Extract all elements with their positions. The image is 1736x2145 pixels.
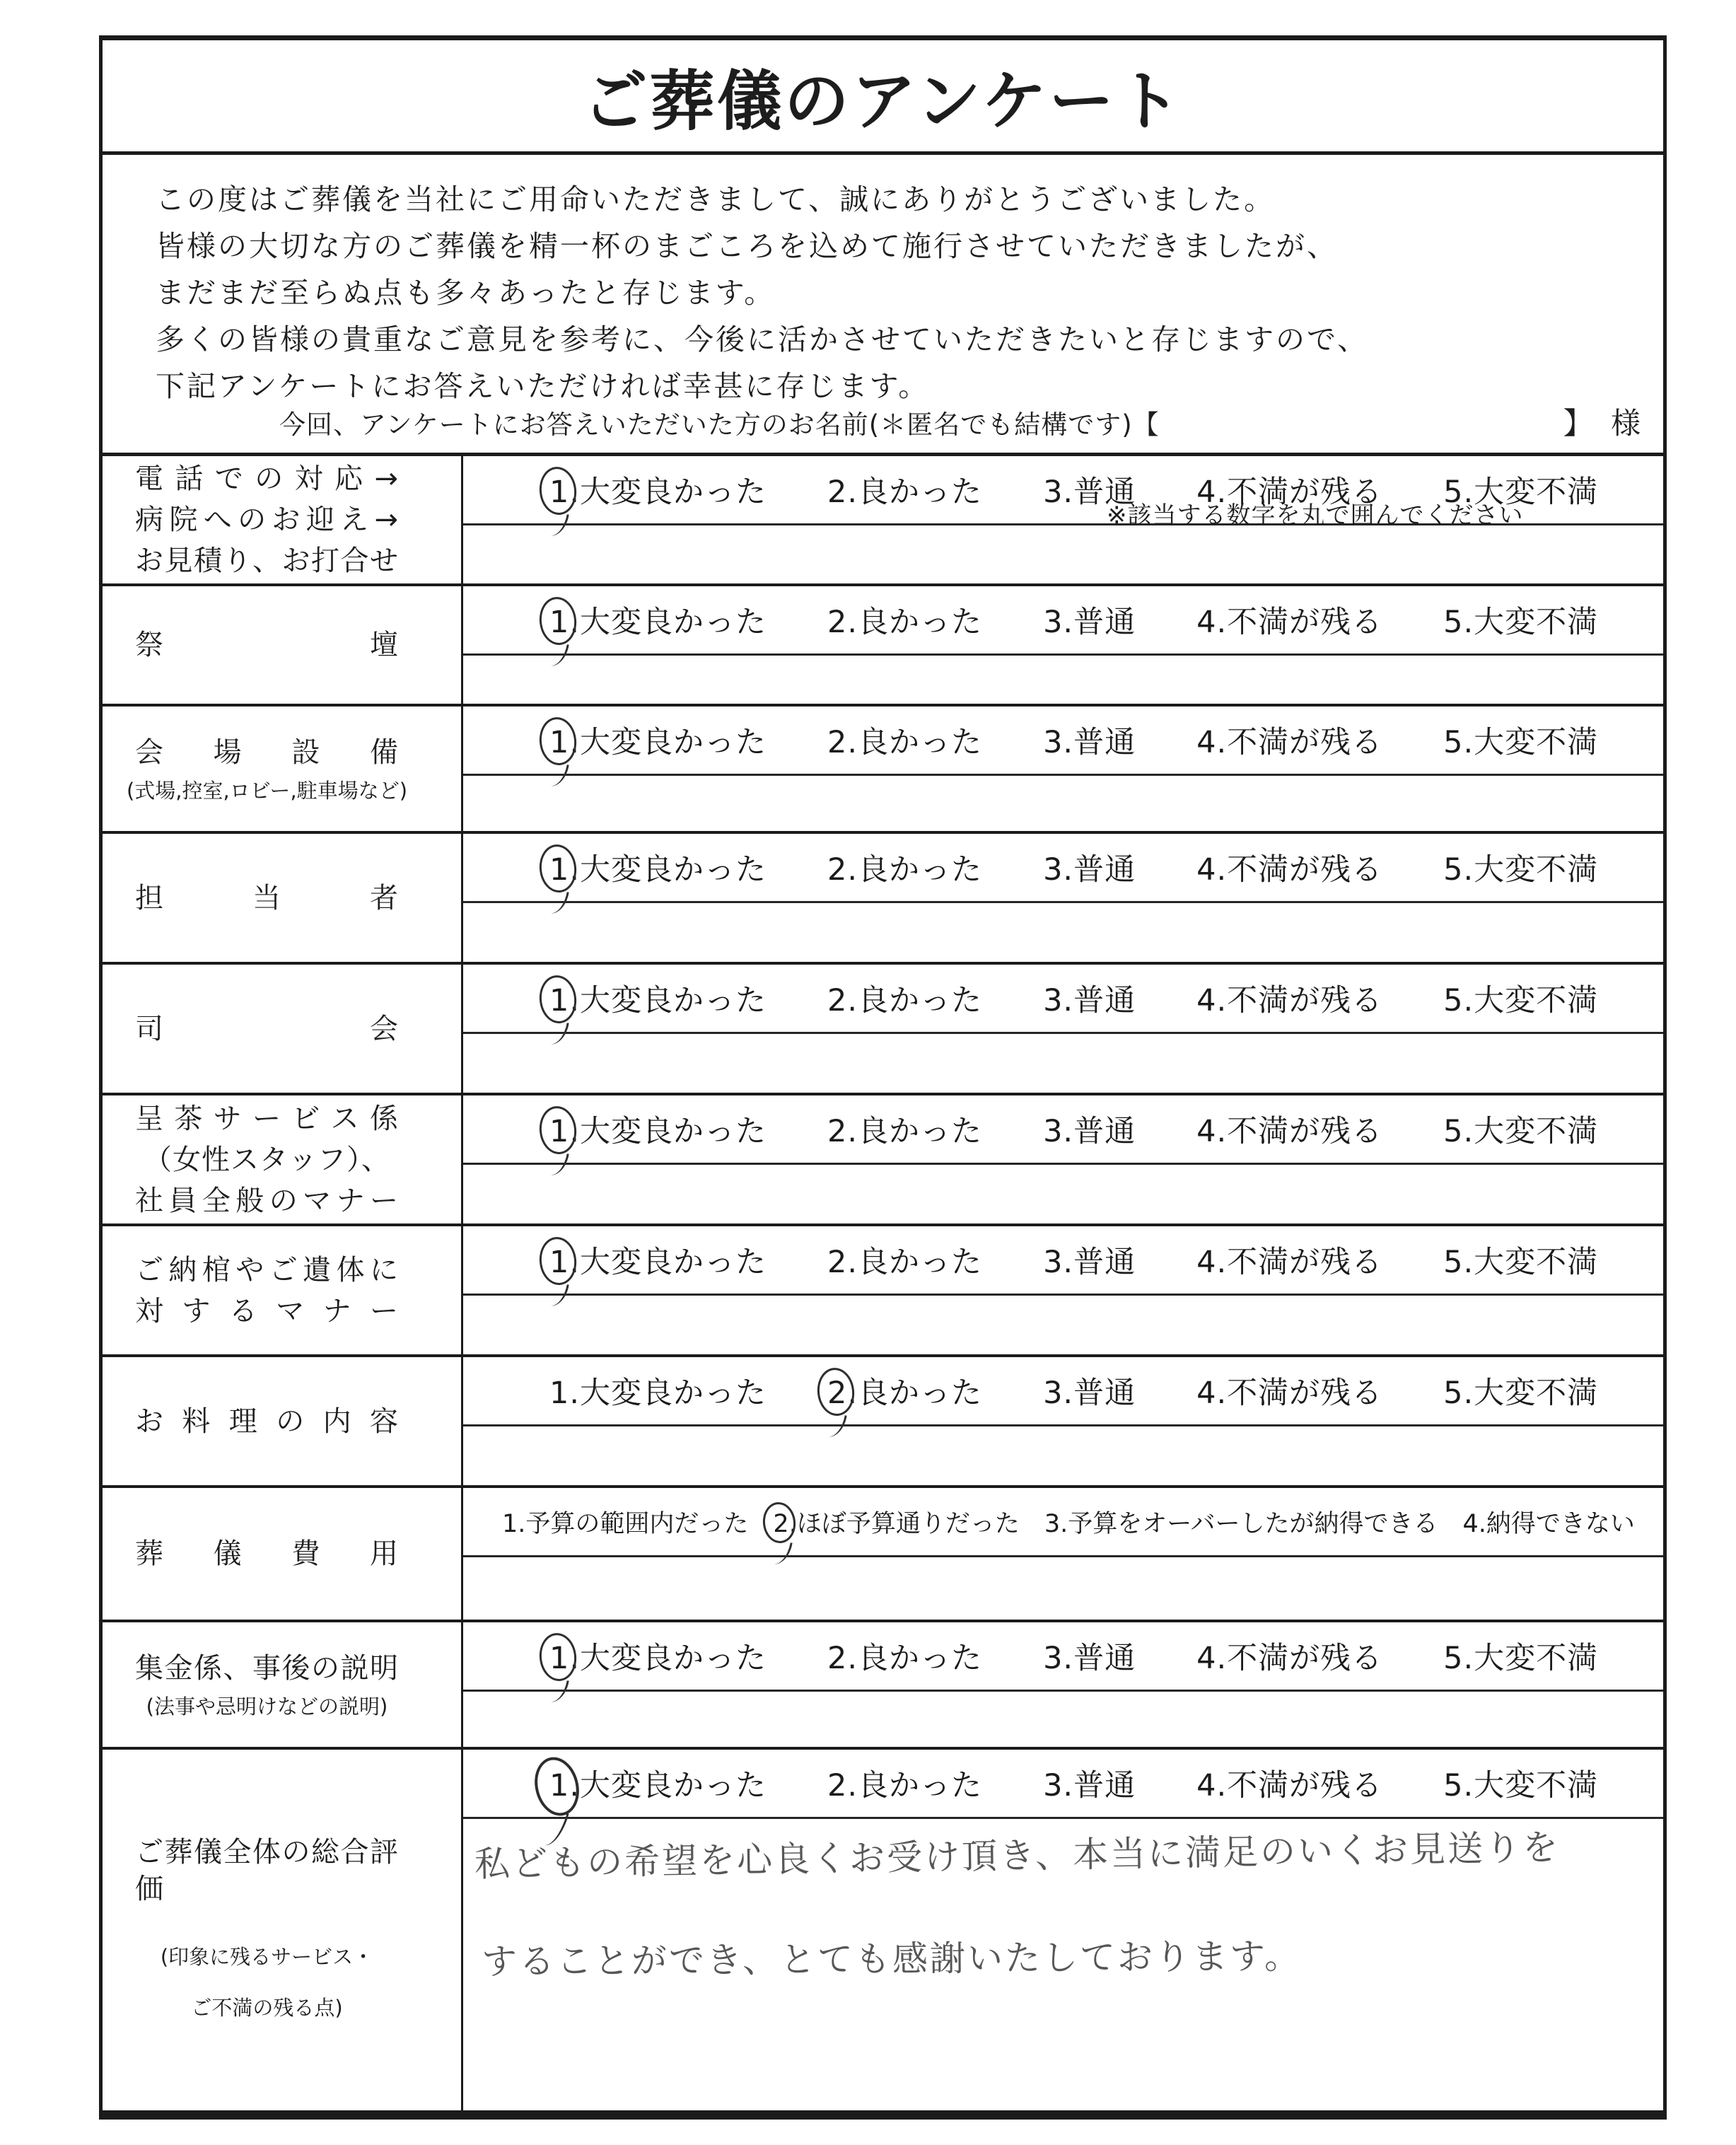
option-number: 3 bbox=[1043, 1376, 1064, 1411]
option-label: .大変不満 bbox=[1463, 1245, 1599, 1280]
survey-row-collection-explanation bbox=[103, 1620, 1663, 1747]
option-label: .予算をオーバーしたが納得できる bbox=[1060, 1509, 1438, 1538]
option-label: .不満が残る bbox=[1216, 1641, 1383, 1676]
comment-area[interactable] bbox=[463, 656, 1663, 704]
rating-option-4[interactable] bbox=[1196, 719, 1382, 762]
rating-option-5[interactable] bbox=[1443, 598, 1598, 641]
survey-row-overall-evaluation bbox=[103, 1747, 1663, 2110]
row-label-line: 対するマナー bbox=[135, 1294, 399, 1327]
option-number: 3 bbox=[1043, 605, 1064, 640]
rating-option-5[interactable] bbox=[1443, 1762, 1598, 1805]
survey-row-venue-facilities bbox=[103, 704, 1663, 831]
option-label: .良かった bbox=[847, 1114, 983, 1149]
name-line-suffix: 】 様 bbox=[1563, 406, 1645, 441]
rating-option-5[interactable] bbox=[1443, 846, 1598, 889]
rating-option-4[interactable] bbox=[1463, 1504, 1635, 1540]
row-label-cell bbox=[103, 1750, 463, 2110]
rating-option-2[interactable] bbox=[827, 719, 982, 762]
rating-option-4[interactable] bbox=[1196, 1634, 1382, 1678]
row-label-line: ご葬儀全体の総合評価 bbox=[135, 1836, 399, 1905]
option-number: 2 bbox=[827, 1114, 848, 1149]
row-label-line: (式場,控室,ロビー,駐車場など) bbox=[126, 779, 408, 803]
options-line bbox=[463, 965, 1663, 1034]
option-number: 4 bbox=[1196, 983, 1217, 1018]
intro-line: 皆様の大切な方のご葬儀を精一杯のまごころを込めて施行させていただきましたが、 bbox=[156, 229, 1338, 263]
option-label: .大変不満 bbox=[1463, 1114, 1599, 1149]
option-number: 3 bbox=[1043, 475, 1064, 510]
row-content-cell bbox=[463, 834, 1663, 962]
row-content-cell bbox=[463, 1095, 1663, 1223]
rating-option-3[interactable] bbox=[1043, 977, 1136, 1020]
rating-option-3[interactable] bbox=[1044, 1504, 1438, 1540]
row-content-cell bbox=[463, 1488, 1663, 1620]
survey-form bbox=[99, 35, 1667, 2120]
option-label: .普通 bbox=[1063, 1114, 1136, 1149]
option-label: .大変良かった bbox=[569, 1768, 767, 1803]
option-label: .大変不満 bbox=[1463, 1376, 1599, 1411]
options-line bbox=[463, 1750, 1663, 1819]
rating-option-1[interactable] bbox=[549, 846, 767, 889]
option-label: .普通 bbox=[1063, 605, 1136, 640]
option-label: .普通 bbox=[1063, 983, 1136, 1018]
rating-option-4[interactable] bbox=[1196, 1108, 1382, 1151]
option-label: .大変良かった bbox=[569, 605, 767, 640]
comment-area[interactable] bbox=[463, 1692, 1663, 1747]
row-label-line: 病院へのお迎え→ bbox=[135, 504, 399, 536]
row-label-cell bbox=[103, 456, 463, 583]
intro-line: この度はご葬儀を当社にご用命いただきまして、誠にありがとうございました。 bbox=[156, 182, 1276, 216]
option-label: .不満が残る bbox=[1216, 852, 1383, 888]
option-label: .良かった bbox=[847, 1768, 983, 1803]
option-number: 2 bbox=[827, 1641, 848, 1676]
row-label-line: ご納棺やご遺体に bbox=[135, 1253, 399, 1286]
rating-option-4[interactable] bbox=[1196, 846, 1382, 889]
row-label-cell bbox=[103, 1488, 463, 1620]
row-label-line: 電話での対応→ bbox=[135, 463, 399, 495]
intro-line: 下記アンケートにお答えいただければ幸甚に存じます。 bbox=[156, 369, 930, 403]
option-label: .不満が残る bbox=[1216, 983, 1383, 1018]
option-label: .大変良かった bbox=[569, 1641, 767, 1676]
row-label-cell bbox=[103, 1357, 463, 1485]
survey-row-altar bbox=[103, 583, 1663, 704]
option-label: .大変良かった bbox=[569, 983, 767, 1018]
option-label: .普通 bbox=[1063, 475, 1136, 510]
circled-option-number: 1 bbox=[549, 725, 570, 760]
option-label: .大変不満 bbox=[1463, 1768, 1599, 1803]
option-label: .普通 bbox=[1063, 1376, 1136, 1411]
row-label-line: 司会 bbox=[135, 1012, 399, 1045]
handwritten-comment-line: することができ、とても感謝いたしております。 bbox=[481, 1935, 1303, 1983]
rating-option-2[interactable] bbox=[827, 1369, 982, 1412]
options-line bbox=[463, 1226, 1663, 1296]
options-line bbox=[463, 1622, 1663, 1692]
option-number: 1 bbox=[502, 1509, 518, 1538]
option-number: 2 bbox=[827, 852, 848, 888]
option-number: 4 bbox=[1196, 1245, 1217, 1280]
form-title-box bbox=[103, 40, 1663, 155]
circled-option-number: 1 bbox=[549, 605, 570, 640]
option-label: .大変不満 bbox=[1463, 475, 1599, 510]
row-label-cell bbox=[103, 586, 463, 704]
rating-option-5[interactable] bbox=[1443, 1369, 1598, 1412]
option-number: 5 bbox=[1443, 1768, 1464, 1803]
row-label-line: ご不満の残る点) bbox=[191, 1996, 343, 2020]
circled-option-number: 1 bbox=[549, 1768, 570, 1803]
rating-option-1[interactable] bbox=[549, 977, 767, 1020]
handwritten-comment-line: 私どもの希望を心良くお受け頂き、本当に満足のいくお見送りを bbox=[474, 1826, 1561, 1885]
rating-option-2[interactable] bbox=[827, 1634, 982, 1678]
options-line bbox=[463, 834, 1663, 903]
rating-option-3[interactable] bbox=[1043, 846, 1136, 889]
rating-option-1[interactable] bbox=[549, 719, 767, 762]
option-number: 5 bbox=[1443, 1114, 1464, 1149]
rating-option-2[interactable] bbox=[827, 846, 982, 889]
option-label: .大変良かった bbox=[569, 475, 767, 510]
option-number: 4 bbox=[1196, 605, 1217, 640]
option-number: 5 bbox=[1443, 725, 1464, 760]
option-number: 1 bbox=[549, 1376, 570, 1411]
option-label: .大変不満 bbox=[1463, 1641, 1599, 1676]
circled-option-number: 1 bbox=[549, 852, 570, 888]
rating-option-2[interactable] bbox=[827, 1762, 982, 1805]
option-label: .良かった bbox=[847, 1641, 983, 1676]
option-number: 2 bbox=[827, 605, 848, 640]
name-line-prefix: 今回、アンケートにお答えいただいた方のお名前(＊匿名でも結構です)【 bbox=[279, 409, 1160, 440]
option-number: 2 bbox=[827, 1245, 848, 1280]
options-line bbox=[463, 707, 1663, 776]
rating-option-2[interactable] bbox=[827, 468, 982, 511]
option-number: 4 bbox=[1196, 725, 1217, 760]
rating-option-2[interactable] bbox=[827, 598, 982, 641]
option-label: .大変不満 bbox=[1463, 605, 1599, 640]
option-number: 2 bbox=[827, 983, 848, 1018]
rating-option-1[interactable] bbox=[549, 598, 767, 641]
row-label-line: 社員全般のマナー bbox=[135, 1184, 399, 1217]
option-label: .大変良かった bbox=[569, 852, 767, 888]
rating-option-2[interactable] bbox=[827, 977, 982, 1020]
option-number: 3 bbox=[1043, 1245, 1064, 1280]
row-label-cell bbox=[103, 965, 463, 1093]
options-line bbox=[463, 586, 1663, 656]
row-label-cell bbox=[103, 834, 463, 962]
option-number: 3 bbox=[1043, 1768, 1064, 1803]
rating-option-1[interactable] bbox=[549, 1369, 767, 1412]
option-number: 3 bbox=[1043, 1641, 1064, 1676]
rating-option-2[interactable] bbox=[827, 1108, 982, 1151]
circled-option-number: 1 bbox=[549, 1641, 570, 1676]
options-line bbox=[463, 1488, 1663, 1557]
option-number: 5 bbox=[1443, 1641, 1464, 1676]
options-line bbox=[463, 1095, 1663, 1165]
option-number: 2 bbox=[827, 1768, 848, 1803]
comment-area[interactable] bbox=[463, 1819, 1663, 2110]
circled-option-number: 2 bbox=[773, 1509, 789, 1538]
option-label: .良かった bbox=[847, 725, 983, 760]
circled-option-number: 1 bbox=[549, 1114, 570, 1149]
option-number: 4 bbox=[1196, 1768, 1217, 1803]
option-number: 3 bbox=[1043, 852, 1064, 888]
comment-area[interactable] bbox=[463, 903, 1663, 962]
row-label-line: お見積り、お打合せ bbox=[135, 545, 399, 577]
option-label: .大変良かった bbox=[569, 1114, 767, 1149]
intro-line: 多くの皆様の貴重なご意見を参考に、今後に活かさせていただきたいと存じますので、 bbox=[156, 322, 1369, 356]
option-label: .良かった bbox=[847, 605, 983, 640]
option-label: .良かった bbox=[847, 475, 983, 510]
row-label-line: （女性スタッフ）、 bbox=[144, 1143, 390, 1176]
rating-option-3[interactable] bbox=[1043, 1762, 1136, 1805]
rating-option-1[interactable] bbox=[549, 1238, 767, 1281]
comment-area[interactable] bbox=[463, 1426, 1663, 1485]
option-label: .大変不満 bbox=[1463, 983, 1599, 1018]
row-label-cell bbox=[103, 1095, 463, 1223]
option-number: 2 bbox=[827, 725, 848, 760]
row-label-line: お料理の内容 bbox=[135, 1405, 399, 1438]
row-label-cell bbox=[103, 1226, 463, 1354]
row-label-line: 会場設備 bbox=[135, 736, 399, 769]
rating-option-5[interactable] bbox=[1443, 1108, 1598, 1151]
page-title: ご葬儀のアンケート bbox=[582, 63, 1184, 139]
survey-row-funeral-cost bbox=[103, 1485, 1663, 1620]
survey-row-staff-in-charge bbox=[103, 831, 1663, 962]
option-number: 4 bbox=[1196, 1376, 1217, 1411]
row-label-line: 集金係、事後の説明 bbox=[135, 1652, 399, 1685]
comment-area[interactable] bbox=[463, 525, 1663, 583]
row-content-cell bbox=[463, 1750, 1663, 2110]
option-number: 5 bbox=[1443, 605, 1464, 640]
option-label: .普通 bbox=[1063, 1641, 1136, 1676]
rating-option-1[interactable] bbox=[502, 1504, 748, 1540]
rating-option-1[interactable] bbox=[549, 1108, 767, 1151]
rating-option-5[interactable] bbox=[1443, 977, 1598, 1020]
row-label-line: 呈茶サービス係 bbox=[135, 1102, 399, 1135]
row-content-cell bbox=[463, 707, 1663, 831]
option-number: 4 bbox=[1462, 1509, 1479, 1538]
rating-option-1[interactable] bbox=[549, 468, 767, 511]
option-label: .不満が残る bbox=[1216, 475, 1383, 510]
option-label: .普通 bbox=[1063, 1245, 1136, 1280]
option-label: .ほぼ予算通りだった bbox=[788, 1509, 1020, 1538]
option-number: 5 bbox=[1443, 983, 1464, 1018]
options-line bbox=[463, 1357, 1663, 1426]
row-content-cell bbox=[463, 965, 1663, 1093]
comment-area[interactable] bbox=[463, 1296, 1663, 1354]
row-content-cell bbox=[463, 1226, 1663, 1354]
comment-area[interactable] bbox=[463, 1165, 1663, 1223]
rating-option-3[interactable] bbox=[1043, 1369, 1136, 1412]
comment-area[interactable] bbox=[463, 1557, 1663, 1620]
option-number: 5 bbox=[1443, 1376, 1464, 1411]
option-label: .予算の範囲内だった bbox=[518, 1509, 749, 1538]
rating-option-4[interactable] bbox=[1196, 598, 1382, 641]
circle-instruction-note: ※該当する数字を丸で囲んでください bbox=[1107, 501, 1524, 530]
option-number: 4 bbox=[1196, 852, 1217, 888]
survey-row-tea-service-manner bbox=[103, 1093, 1663, 1223]
option-number: 5 bbox=[1443, 475, 1464, 510]
option-number: 5 bbox=[1443, 852, 1464, 888]
option-label: .良かった bbox=[847, 983, 983, 1018]
option-label: .大変不満 bbox=[1463, 725, 1599, 760]
circled-option-number: 1 bbox=[549, 1245, 570, 1280]
option-label: .良かった bbox=[847, 1376, 983, 1411]
rating-option-4[interactable] bbox=[1196, 977, 1382, 1020]
comment-area[interactable] bbox=[463, 776, 1663, 831]
option-number: 4 bbox=[1196, 475, 1217, 510]
comment-area[interactable] bbox=[463, 1034, 1663, 1093]
option-number: 2 bbox=[827, 475, 848, 510]
row-label-line: 担当者 bbox=[135, 881, 399, 914]
row-label-line: (法事や忌明けなどの説明) bbox=[146, 1695, 388, 1719]
rating-option-3[interactable] bbox=[1043, 1634, 1136, 1678]
option-label: .普通 bbox=[1063, 725, 1136, 760]
rating-option-3[interactable] bbox=[1043, 719, 1136, 762]
option-label: .大変不満 bbox=[1463, 852, 1599, 888]
option-number: 3 bbox=[1043, 983, 1064, 1018]
row-content-cell bbox=[463, 1357, 1663, 1485]
survey-row-food-content bbox=[103, 1354, 1663, 1485]
option-label: .納得できない bbox=[1478, 1509, 1635, 1538]
survey-row-mc bbox=[103, 962, 1663, 1093]
option-label: .良かった bbox=[847, 1245, 983, 1280]
rating-option-5[interactable] bbox=[1443, 1634, 1598, 1678]
rating-option-5[interactable] bbox=[1443, 719, 1598, 762]
row-content-cell bbox=[463, 586, 1663, 704]
option-label: .普通 bbox=[1063, 1768, 1136, 1803]
rating-option-1[interactable] bbox=[549, 1762, 767, 1805]
option-label: .不満が残る bbox=[1216, 1376, 1383, 1411]
option-label: .不満が残る bbox=[1216, 1768, 1383, 1803]
option-label: .不満が残る bbox=[1216, 725, 1383, 760]
option-label: .不満が残る bbox=[1216, 1114, 1383, 1149]
option-label: .大変良かった bbox=[569, 1376, 767, 1411]
option-number: 3 bbox=[1043, 725, 1064, 760]
survey-table bbox=[103, 456, 1663, 2110]
respondent-name-line bbox=[279, 400, 1645, 443]
circled-option-number: 1 bbox=[549, 983, 570, 1018]
option-number: 5 bbox=[1443, 1245, 1464, 1280]
option-number: 4 bbox=[1196, 1641, 1217, 1676]
rating-option-2[interactable] bbox=[827, 1238, 982, 1281]
option-label: .大変良かった bbox=[569, 725, 767, 760]
intro-line: まだまだ至らぬ点も多々あったと存じます。 bbox=[156, 276, 776, 310]
row-label-cell bbox=[103, 1622, 463, 1747]
option-label: .不満が残る bbox=[1216, 1245, 1383, 1280]
rating-option-2[interactable] bbox=[773, 1504, 1019, 1540]
row-label-line: 葬儀費用 bbox=[135, 1537, 399, 1570]
rating-option-5[interactable] bbox=[1443, 1238, 1598, 1281]
rating-option-4[interactable] bbox=[1196, 1762, 1382, 1805]
row-label-line: 祭壇 bbox=[135, 629, 399, 661]
survey-row-encoffin-manner bbox=[103, 1223, 1663, 1354]
option-label: .大変良かった bbox=[569, 1245, 767, 1280]
circled-option-number: 2 bbox=[827, 1376, 848, 1411]
rating-option-3[interactable] bbox=[1043, 598, 1136, 641]
option-label: .良かった bbox=[847, 852, 983, 888]
rating-option-1[interactable] bbox=[549, 1634, 767, 1678]
rating-option-4[interactable] bbox=[1196, 1238, 1382, 1281]
circled-option-number: 1 bbox=[549, 475, 570, 510]
option-number: 3 bbox=[1043, 1114, 1064, 1149]
option-label: .不満が残る bbox=[1216, 605, 1383, 640]
rating-option-4[interactable] bbox=[1196, 1369, 1382, 1412]
row-label-cell bbox=[103, 707, 463, 831]
row-label-line: (印象に残るサービス・ bbox=[160, 1945, 374, 1969]
row-content-cell bbox=[463, 1622, 1663, 1747]
option-label: .普通 bbox=[1063, 852, 1136, 888]
option-number: 4 bbox=[1196, 1114, 1217, 1149]
option-number: 3 bbox=[1044, 1509, 1061, 1538]
rating-option-3[interactable] bbox=[1043, 1108, 1136, 1151]
rating-option-3[interactable] bbox=[1043, 1238, 1136, 1281]
